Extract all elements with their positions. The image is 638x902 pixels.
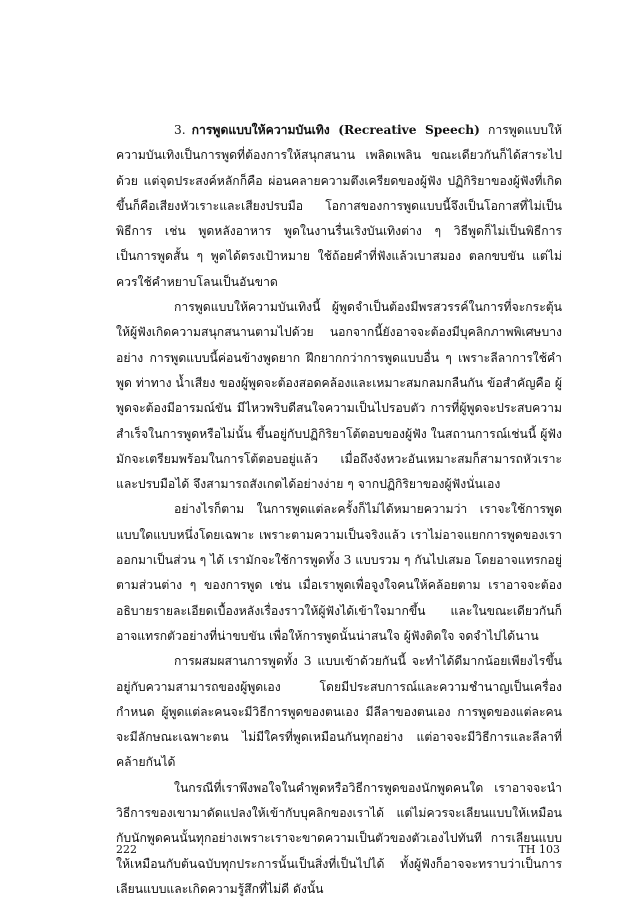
body-text [116,118,562,902]
section-number: 3. [174,123,186,137]
paragraph-5: ในกรณีที่เราพึงพอใจในคำพูดหรือวิธีการพูดของนักพูดคนใด เราอาจจะนำวิธีการของเขามาดัดแปลงให้เข้ากับบุคลิกของเราได้ แต่ไม่ควรจะเลียนแบบให้เหมือนกับนักพูดคนนั้นทุกอย่างเพราะเราจะขาดความเป็นตัวของตัวเองไปทันที การเลียนแบบให้เหมือนกับต้นฉบับทุกประการนั้นเป็นสิ่งที่เป็นไปได้ ทั้งผู้ฟังก็อาจจะทราบว่าเป็นการเลียนแบบและเกิดความรู้สึกที่ไม่ดี ดังนั้น [116,780,562,896]
course-code: TH 103 [518,843,560,856]
page-number: 222 [116,843,137,856]
section-heading: การพูดแบบให้ความบันเทิง (Recreative Speech) [191,123,480,137]
paragraph-2: การพูดแบบให้ความบันเทิงนี้ ผู้พูดจำเป็นต้องมีพรสวรรค์ในการที่จะกระตุ้นให้ผู้ฟังเกิดความสนุกสนานตามไปด้วย นอกจากนี้ยังอาจจะต้องมีบุคลิกภาพพิเศษบางอย่าง การพูดแบบนี้ค่อนข้างพูดยาก ฝึกยากกว่าการพูดแบบอื่น ๆ เพราะลีลาการใช้คำพูด ท่าทาง น้ำเสียง ของผู้พูดจะต้องสอดคล้องและเหมาะสมกลมกลืนกัน ข้อสำคัญคือ ผู้พูดจะต้องมีอารมณ์ขัน มีไหวพริบดีสนใจความเป็นไปรอบตัว การที่ผู้พูดจะประสบความสำเร็จในการพูดหรือไม่นั้น ขึ้นอยู่กับปฏิกิริยาโต้ตอบของผู้ฟัง ในสถานการณ์เช่นนี้ ผู้ฟังมักจะเตรียมพร้อมในการโต้ตอบอยู่แล้ว เมื่อถึงจังหวะอันเหมาะสมก็สามารถหัวเราะและปรบมือได้ จึงสามารถสังเกตได้อย่างง่าย ๆ จากปฏิกิริยาของผู้ฟังนั่นเอง [116,300,562,492]
paragraph-4: การผสมผสานการพูดทั้ง 3 แบบเข้าด้วยกันนี้ จะทำได้ดีมากน้อยเพียงไรขึ้นอยู่กับความสามารถของผู้พูดเอง โดยมีประสบการณ์และความชำนาญเป็นเครื่องกำหนด ผู้พูดแต่ละคนจะมีวิธีการพูดของตนเอง มีลีลาของตนเอง การพูดของแต่ละคนจะมีลักษณะเฉพาะตน ไม่มีใครที่พูดเหมือนกันทุกอย่าง แต่อาจจะมีวิธีการและลีลาที่คล้ายกันได้ [116,654,562,770]
section-intro-text: การพูดแบบให้ความบันเทิงเป็นการพูดที่ต้องการให้สนุกสนาน เพลิดเพลิน ขณะเดียวกันก็ได้สาระไปด้วย แต่จุดประสงค์หลักก็คือ ผ่อนคลายความตึงเครียดของผู้ฟัง ปฏิกิริยาของผู้ฟังที่เกิดขึ้นก็คือเสียงหัวเราะและเสียงปรบมือ โอกาสของการพูดแบบนี้จึงเป็นโอกาสที่ไม่เป็นพิธีการ เช่น พูดหลังอาหาร พูดในงานรื่นเริงบันเทิงต่าง ๆ วิธีพูดก็ไม่เป็นพิธีการ เป็นการพูดสั้น ๆ พูดได้ตรงเป้าหมาย ใช้ถ้อยคำที่ฟังแล้วเบาสมอง ตลกขบขัน แต่ไม่ควรใช้คำหยาบโลนเป็นอันขาด [116,123,562,289]
section-3-paragraph [116,118,562,295]
paragraph-3: อย่างไรก็ตาม ในการพูดแต่ละครั้งก็ไม่ได้หมายความว่า เราจะใช้การพูดแบบใดแบบหนึ่งโดยเฉพาะ เพราะตามความเป็นจริงแล้ว เราไม่อาจแยกการพูดของเราออกมาเป็นส่วน ๆ ได้ เรามักจะใช้การพูดทั้ง 3 แบบรวม ๆ กันไปเสมอ โดยอาจแทรกอยู่ตามส่วนต่าง ๆ ของการพูด เช่น เมื่อเราพูดเพื่อจูงใจคนให้คล้อยตาม เราอาจจะต้องอธิบายรายละเอียดเบื้องหลังเรื่องราวให้ผู้ฟังได้เข้าใจมากขึ้น และในขณะเดียวกันก็อาจแทรกตัวอย่างที่น่าขบขัน เพื่อให้การพูดนั้นน่าสนใจ ผู้ฟังติดใจ จดจำไปได้นาน [116,502,562,643]
